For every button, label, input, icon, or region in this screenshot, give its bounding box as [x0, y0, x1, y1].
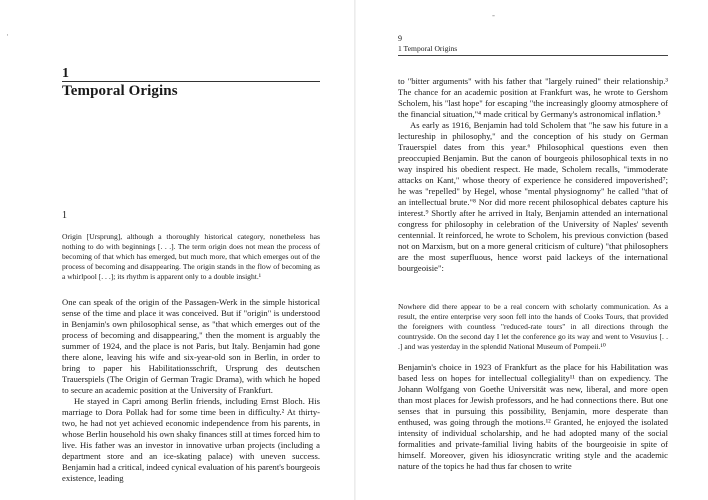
header-rule	[398, 55, 668, 56]
right-page	[358, 0, 708, 500]
paragraph: One can speak of the origin of the Passagen-Werk in the simple historical sense of the time and place it was conceived. But if "origin" is understood in Benjamin's own philosophical sense, as "that which emerges out of the process of becoming and disappearing," then the moment is arguably the summer of 1924, and the place is not Paris, but Italy. Benjamin had gone there alone, leaving his wife and six-year-old son in Berlin, in order to bring to paper his Habilitationsschrift, Ursprung des deutschen Trauerspiels (The Origin of German Tragic Drama), with which he hoped to secure an academic position at the University of Frankfurt.	[62, 297, 320, 395]
left-page	[0, 0, 352, 500]
scan-mark: -	[492, 10, 495, 20]
paragraph: As early as 1916, Benjamin had told Scholem that "he saw his future in a lectureship in philosophy," and the conception of his study on German Trauerspiel dates from this year.⁶ Philosophical questions even then preoccupied Benjamin. But the canon of bourgeois philosophical texts in no way inspired his obedient respect. He made, Scholem recalls, "immoderate attacks on Kant," whose theory of experience he considered impoverished⁷; he was "repelled" by Hegel, whose "mental physiognomy" he called "that of an intellectual brute."⁸ Nor did more recent philosophical debates capture his interest.⁹ Shortly after he arrived in Italy, Benjamin attended an international congress for philosophy in celebration of the University of Naples' seventh centennial. It reinforced, he wrote to Scholem, his previous conviction (based not on Marxism, but on a more general criticism of culture) "that philosophers are the most superfluous, hence worst paid lackeys of the international bourgeoisie":	[398, 120, 668, 273]
chapter-rule	[62, 81, 320, 82]
right-body-top	[398, 76, 668, 274]
epigraph: Origin [Ursprung], although a thoroughly historical category, nonetheless has nothing to do with beginnings [. . .]. The term origin does not mean the process of becoming of that which has emerged, but much more, that which emerges out of the process of becoming and disappearing. The origin stands in the flow of becoming as a whirlpool [. . .]; its rhythm is apparent only to a double insight.¹	[62, 232, 320, 281]
paragraph: He stayed in Capri among Berlin friends, including Ernst Bloch. His marriage to Dora Pollak had for some time been in difficulty.² At thirty-two, he had not yet achieved economic independence from his parents, in whose Berlin household his own shaky finances still at times forced him to live. His father was an investor in innovative urban projects (including a department store and an ice-skating palace) with uneven success. Benjamin had a critical, indeed cynical evaluation of his parent's bourgeois existence, leading	[62, 396, 320, 483]
running-head: 1 Temporal Origins	[398, 44, 458, 53]
page-number: 9	[398, 34, 402, 43]
book-gutter	[354, 0, 356, 500]
block-quote: Nowhere did there appear to be a real concern with scholarly communication. As a result, the entire enterprise very soon fell into the hands of Cooks Tours, that provided the foreigners with countless "reduced-rate tours" in all directions through the countryside. On the second day I let the conference go its way and went to Vesuvius [. . .] and was yesterday in the splendid National Museum of Pompeii.¹⁰	[398, 302, 668, 351]
paragraph: to "bitter arguments" with his father that "largely ruined" their relationship.³ The chance for an academic position at Frankfurt was, he wrote to Gershom Scholem, his "last hope" for escaping "the increasingly gloomy atmosphere of the financial situation,"⁴ made critical by Germany's astronomical inflation.⁵	[398, 76, 668, 119]
scan-mark: ·	[6, 30, 9, 40]
chapter-title: Temporal Origins	[62, 83, 178, 99]
paragraph: Benjamin's choice in 1923 of Frankfurt as the place for his Habilitation was based less on hopes for intellectual collegiality¹¹ than on expediency. The Johann Wolfgang von Goethe Universität was new, liberal, and more open than most places for Jewish professors, and he had connections there. But one senses that in pursuing this possibility, Benjamin, more desperate than enthused, was going through the motions.¹² Granted, he enjoyed the isolated intensity of individual scholarship, and he had adopted many of the social formalities and private-familial living habits of the bourgeoisie in spite of himself. Moreover, given his idiosyncratic writing style and the academic nature of the topics he had thus far chosen to write	[398, 362, 668, 471]
section-number: 1	[62, 210, 67, 221]
right-body-bottom	[398, 362, 668, 472]
left-body	[62, 297, 320, 484]
chapter-number: 1	[62, 66, 69, 81]
